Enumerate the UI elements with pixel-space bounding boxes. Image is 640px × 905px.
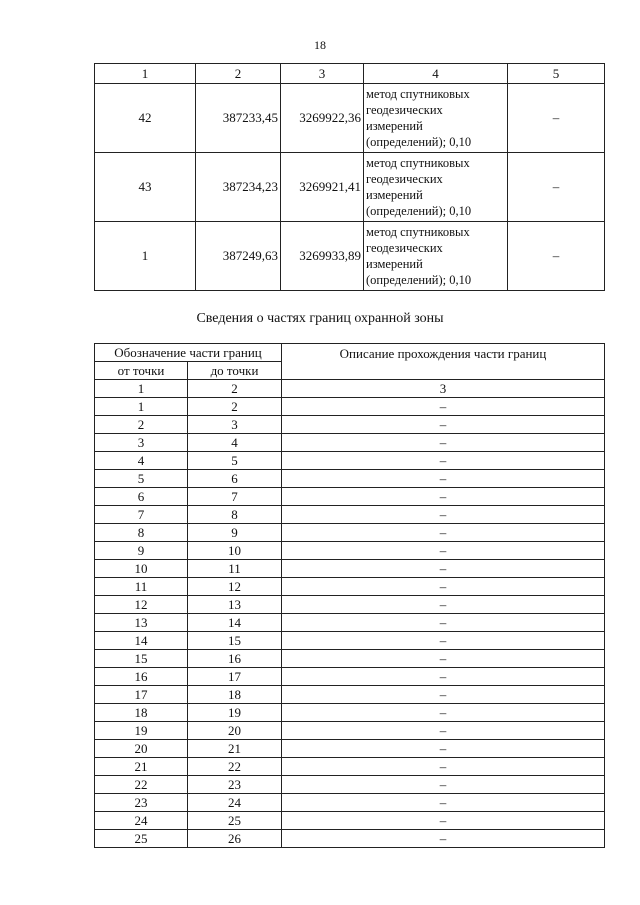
- from-point: 10: [95, 560, 188, 578]
- description: –: [282, 596, 605, 614]
- to-point: 23: [188, 776, 282, 794]
- table-row: [95, 506, 605, 524]
- from-point: 23: [95, 794, 188, 812]
- description: –: [282, 470, 605, 488]
- column-number: 1: [95, 380, 188, 398]
- method-description: метод спутниковых геодезических измерений (определений); 0,10: [364, 153, 508, 222]
- to-point: 14: [188, 614, 282, 632]
- column-number: 3: [282, 380, 605, 398]
- to-point: 18: [188, 686, 282, 704]
- method-description: метод спутниковых геодезических измерений (определений); 0,10: [364, 84, 508, 153]
- to-point: 10: [188, 542, 282, 560]
- table-row: [95, 222, 605, 291]
- from-point: 25: [95, 830, 188, 848]
- to-point: 17: [188, 668, 282, 686]
- to-point: 4: [188, 434, 282, 452]
- table-row: [95, 488, 605, 506]
- description: –: [282, 452, 605, 470]
- table-row: [95, 434, 605, 452]
- from-point: 16: [95, 668, 188, 686]
- description: –: [282, 632, 605, 650]
- from-point: 15: [95, 650, 188, 668]
- point-id: 1: [95, 222, 196, 291]
- from-point: 11: [95, 578, 188, 596]
- from-point: 2: [95, 416, 188, 434]
- description: –: [282, 776, 605, 794]
- from-point: 22: [95, 776, 188, 794]
- to-point: 9: [188, 524, 282, 542]
- table-row: [95, 452, 605, 470]
- point-id: 42: [95, 84, 196, 153]
- coordinates-header-row: [95, 64, 605, 84]
- from-point: 1: [95, 398, 188, 416]
- coordinate-x: 387249,63: [196, 222, 281, 291]
- coordinate-x: 387233,45: [196, 84, 281, 153]
- description: –: [282, 740, 605, 758]
- from-point: 13: [95, 614, 188, 632]
- table-row: [95, 812, 605, 830]
- to-point: 21: [188, 740, 282, 758]
- header-row: [95, 344, 605, 362]
- table-row: [95, 416, 605, 434]
- table-row: [95, 794, 605, 812]
- table-row: [95, 776, 605, 794]
- table-row: [95, 632, 605, 650]
- section-title: Сведения о частях границ охранной зоны: [196, 311, 444, 326]
- page-number: 18: [314, 38, 326, 52]
- to-point: 24: [188, 794, 282, 812]
- description: –: [282, 794, 605, 812]
- from-point: 5: [95, 470, 188, 488]
- note: –: [508, 153, 605, 222]
- description: –: [282, 434, 605, 452]
- coordinate-y: 3269921,41: [281, 153, 364, 222]
- numbering-row: [95, 380, 605, 398]
- column-number: 2: [196, 64, 281, 84]
- to-point: 2: [188, 398, 282, 416]
- from-point: 12: [95, 596, 188, 614]
- table-row: [95, 704, 605, 722]
- description: –: [282, 398, 605, 416]
- to-point: 3: [188, 416, 282, 434]
- table-row: [95, 153, 605, 222]
- description: –: [282, 668, 605, 686]
- header-description: Описание прохождения части границ: [282, 344, 605, 380]
- column-number: 5: [508, 64, 605, 84]
- description: –: [282, 542, 605, 560]
- table-row: [95, 84, 605, 153]
- coordinates-table: [94, 63, 605, 291]
- from-point: 3: [95, 434, 188, 452]
- description: –: [282, 650, 605, 668]
- description: –: [282, 830, 605, 848]
- description: –: [282, 758, 605, 776]
- table-row: [95, 578, 605, 596]
- column-number: 2: [188, 380, 282, 398]
- description: –: [282, 704, 605, 722]
- table-row: [95, 524, 605, 542]
- header-group: Обозначение части границ: [95, 344, 282, 362]
- description: –: [282, 578, 605, 596]
- table-row: [95, 542, 605, 560]
- to-point: 8: [188, 506, 282, 524]
- coordinate-y: 3269933,89: [281, 222, 364, 291]
- to-point: 5: [188, 452, 282, 470]
- table-row: [95, 758, 605, 776]
- to-point: 20: [188, 722, 282, 740]
- description: –: [282, 812, 605, 830]
- description: –: [282, 506, 605, 524]
- to-point: 15: [188, 632, 282, 650]
- to-point: 12: [188, 578, 282, 596]
- from-point: 19: [95, 722, 188, 740]
- to-point: 7: [188, 488, 282, 506]
- to-point: 19: [188, 704, 282, 722]
- description: –: [282, 614, 605, 632]
- table-row: [95, 830, 605, 848]
- to-point: 13: [188, 596, 282, 614]
- note: –: [508, 84, 605, 153]
- from-point: 14: [95, 632, 188, 650]
- table-row: [95, 722, 605, 740]
- from-point: 17: [95, 686, 188, 704]
- from-point: 20: [95, 740, 188, 758]
- to-point: 6: [188, 470, 282, 488]
- header-to: до точки: [188, 362, 282, 380]
- to-point: 22: [188, 758, 282, 776]
- from-point: 9: [95, 542, 188, 560]
- method-description: метод спутниковых геодезических измерений (определений); 0,10: [364, 222, 508, 291]
- header-from: от точки: [95, 362, 188, 380]
- to-point: 16: [188, 650, 282, 668]
- column-number: 3: [281, 64, 364, 84]
- from-point: 21: [95, 758, 188, 776]
- column-number: 1: [95, 64, 196, 84]
- from-point: 6: [95, 488, 188, 506]
- coordinate-x: 387234,23: [196, 153, 281, 222]
- note: –: [508, 222, 605, 291]
- to-point: 11: [188, 560, 282, 578]
- point-id: 43: [95, 153, 196, 222]
- table-row: [95, 668, 605, 686]
- from-point: 8: [95, 524, 188, 542]
- table-row: [95, 398, 605, 416]
- table-row: [95, 596, 605, 614]
- table-row: [95, 650, 605, 668]
- coordinate-y: 3269922,36: [281, 84, 364, 153]
- description: –: [282, 560, 605, 578]
- column-number: 4: [364, 64, 508, 84]
- table-row: [95, 740, 605, 758]
- to-point: 25: [188, 812, 282, 830]
- description: –: [282, 524, 605, 542]
- table-row: [95, 470, 605, 488]
- description: –: [282, 416, 605, 434]
- from-point: 4: [95, 452, 188, 470]
- to-point: 26: [188, 830, 282, 848]
- table-row: [95, 560, 605, 578]
- from-point: 7: [95, 506, 188, 524]
- description: –: [282, 722, 605, 740]
- table-row: [95, 614, 605, 632]
- description: –: [282, 686, 605, 704]
- boundary-parts-table: [94, 343, 605, 848]
- description: –: [282, 488, 605, 506]
- table-row: [95, 686, 605, 704]
- from-point: 18: [95, 704, 188, 722]
- from-point: 24: [95, 812, 188, 830]
